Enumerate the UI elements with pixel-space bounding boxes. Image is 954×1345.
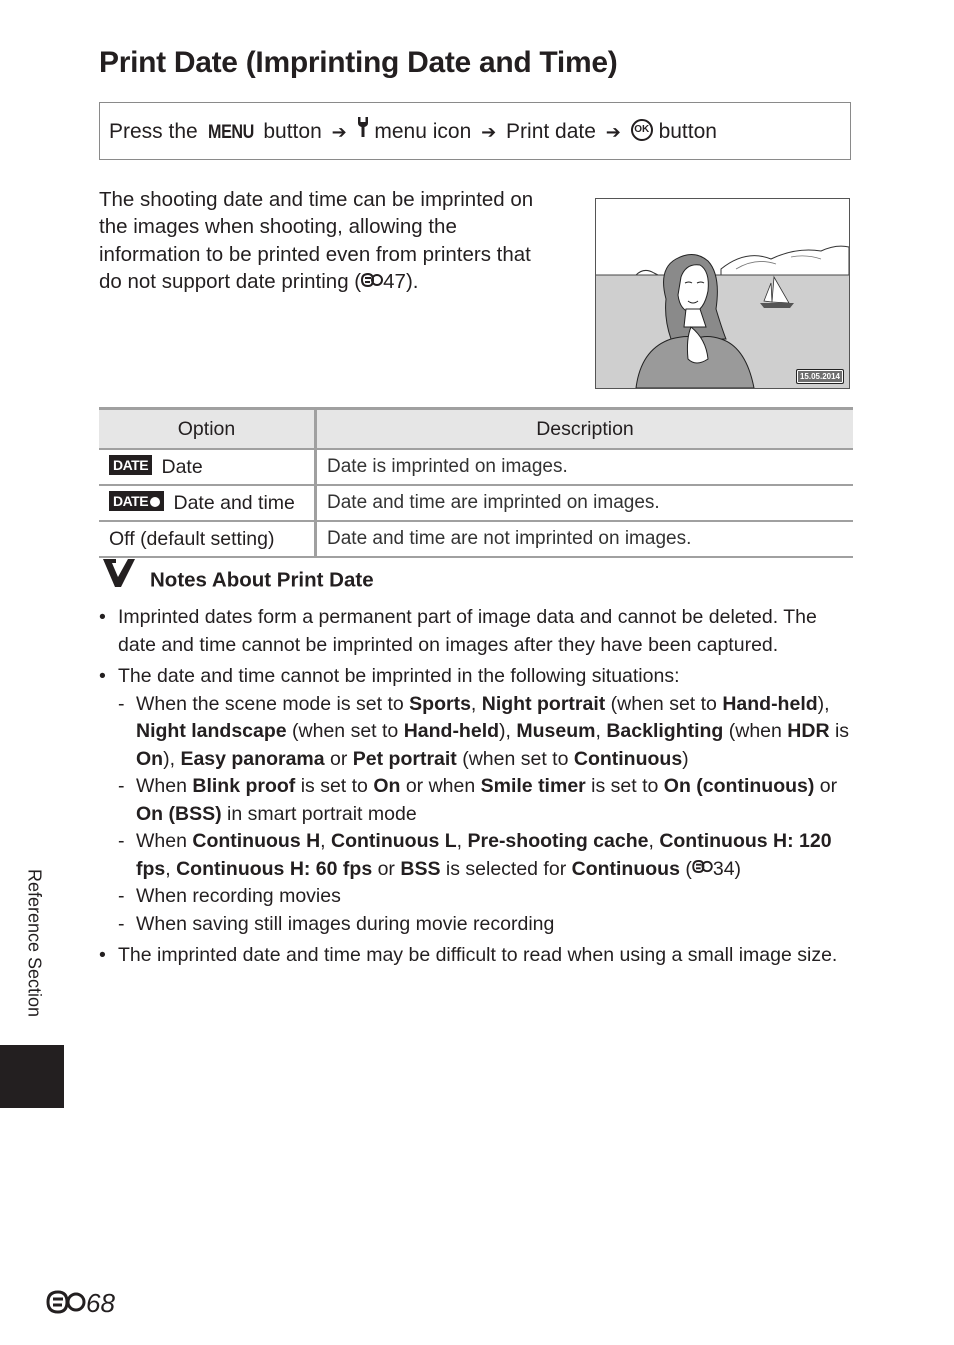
table-row bbox=[99, 521, 853, 557]
options-table bbox=[99, 407, 853, 558]
option-cell bbox=[99, 449, 316, 485]
arrow-right-icon: ➔ bbox=[331, 122, 347, 142]
list-item: • Imprinted dates form a permanent part of image data and cannot be deleted. The date and time cannot be imprinted on images after they have been captured. bbox=[99, 604, 859, 659]
intro-paragraph bbox=[99, 186, 549, 296]
photo-datestamp: 15.05.2014 bbox=[796, 369, 844, 384]
woman-sailboat-illustration bbox=[596, 199, 849, 388]
reference-section-icon bbox=[692, 854, 713, 882]
option-label: Date bbox=[161, 455, 203, 478]
reference-section-icon bbox=[361, 267, 383, 294]
arrow-right-icon: ➔ bbox=[481, 122, 497, 142]
sub-list-item-still-during-movie: - When saving still images during movie recording bbox=[99, 911, 859, 939]
option-cell bbox=[99, 485, 316, 521]
table-row bbox=[99, 449, 853, 485]
table-row bbox=[99, 485, 853, 521]
intro-text-end: ). bbox=[405, 269, 419, 293]
button-end-text: button bbox=[658, 120, 717, 143]
page-number bbox=[46, 1288, 115, 1319]
checkmark-icon bbox=[102, 557, 136, 595]
button-text: button bbox=[263, 120, 322, 143]
sample-photo bbox=[595, 198, 850, 389]
option-cell bbox=[99, 521, 316, 557]
intro-ref-number: 47 bbox=[383, 269, 406, 293]
ok-button-icon: OK bbox=[631, 119, 653, 141]
print-date-text: Print date bbox=[506, 120, 596, 143]
sub-list-item-smart-portrait: - When Blink proof is set to On or when Smile timer is set to On (continuous) or On (BSS) in smart portrait mode bbox=[99, 773, 859, 828]
clock-icon bbox=[150, 497, 160, 507]
press-text: Press the bbox=[109, 120, 198, 143]
description-cell: Date and time are not imprinted on images. bbox=[316, 521, 854, 557]
notes-heading bbox=[102, 562, 374, 600]
section-tab-marker bbox=[0, 1045, 64, 1108]
date-and-time-icon: DATE bbox=[109, 491, 164, 511]
wrench-icon bbox=[357, 103, 369, 161]
option-label: Date and time bbox=[173, 491, 295, 514]
page-number-text: 68 bbox=[86, 1288, 115, 1318]
notes-title: Notes About Print Date bbox=[150, 568, 374, 592]
date-icon: DATE bbox=[109, 455, 152, 475]
sub-list-item-movies: - When recording movies bbox=[99, 883, 859, 911]
menu-path-box bbox=[99, 102, 851, 160]
list-item: • The date and time cannot be imprinted in the following situations: bbox=[99, 663, 859, 691]
menu-icon-text: menu icon bbox=[374, 120, 472, 143]
column-header-description: Description bbox=[316, 409, 854, 450]
description-cell: Date is imprinted on images. bbox=[316, 449, 854, 485]
reference-section-icon bbox=[46, 1288, 86, 1318]
section-side-label: Reference Section bbox=[24, 868, 45, 1018]
intro-text: The shooting date and time can be imprinted on the images when shooting, allowing the information to be printed even from printers that do not support date printing ( bbox=[99, 188, 534, 293]
arrow-right-icon: ➔ bbox=[605, 122, 621, 142]
table-header-row bbox=[99, 409, 853, 450]
sub-list-item-continuous: - When Continuous H, Continuous L, Pre-shooting cache, Continuous H: 120 fps, Continuous H: 60 fps or BSS is selected for Continuous ( 34) bbox=[99, 828, 859, 883]
notes-list bbox=[99, 604, 859, 974]
column-header-option: Option bbox=[99, 409, 316, 450]
sub-list-item-scene-modes: - When the scene mode is set to Sports, Night portrait (when set to Hand-held), Night landscape (when set to Hand-held), Museum, Backlighting (when HDR is On), Easy panorama or Pet portrait (when set to Continuous) bbox=[99, 691, 859, 774]
page-title: Print Date (Imprinting Date and Time) bbox=[99, 46, 618, 79]
menu-button-icon: MENU bbox=[207, 122, 254, 143]
description-cell: Date and time are imprinted on images. bbox=[316, 485, 854, 521]
list-item: • The imprinted date and time may be difficult to read when using a small image size. bbox=[99, 942, 859, 970]
option-label: Off (default setting) bbox=[109, 527, 275, 550]
